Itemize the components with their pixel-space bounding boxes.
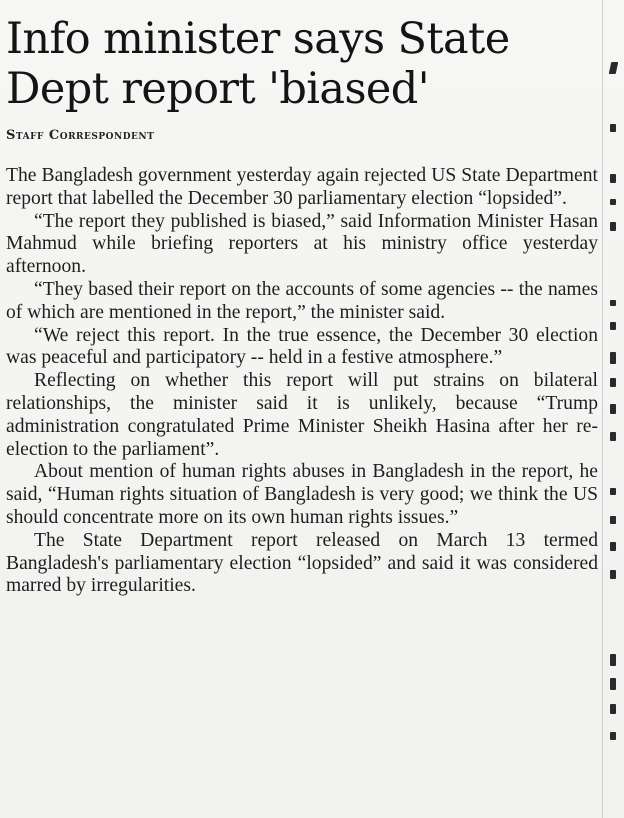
headline <box>6 14 598 114</box>
cutoff-glyph <box>610 199 616 205</box>
paragraph-2: “The report they published is biased,” said Information Minister Hasan Mahmud while briefing reporters at his ministry office yesterday afternoon. <box>6 210 598 278</box>
byline: Staff Correspondent <box>6 128 155 143</box>
cutoff-glyph <box>610 352 616 364</box>
paragraph-6: About mention of human rights abuses in Bangladesh in the report, he said, “Human rights situation of Bangladesh is very good; we think the US should concentrate more on its own human rights issues.” <box>6 461 598 528</box>
cutoff-glyph <box>610 174 616 183</box>
cutoff-glyph <box>609 62 619 74</box>
paragraph-7: The State Department report released on March 13 termed Bangladesh's parliamentary election “lopsided” and said it was considered marred by irregularities. <box>6 529 598 597</box>
paragraph-3: “They based their report on the accounts of some agencies -- the names of which are mentioned in the report,” the minister said. <box>6 278 598 323</box>
cutoff-glyph <box>610 542 616 551</box>
cutoff-glyph <box>610 378 616 387</box>
cutoff-glyph <box>610 404 616 414</box>
cutoff-glyph <box>610 570 616 579</box>
news-article <box>6 14 598 598</box>
cutoff-glyph <box>610 432 616 441</box>
cutoff-glyph <box>610 124 616 132</box>
headline-line-1: Info minister says State <box>6 14 510 64</box>
headline-line-2: Dept report 'biased' <box>6 64 429 114</box>
paragraph-1: The Bangladesh government yesterday again rejected US State Department report that labelled the December 30 parliamentary election “lopsided”. <box>6 165 598 209</box>
cutoff-glyph <box>610 300 616 306</box>
cutoff-glyph <box>610 488 616 495</box>
adjacent-column-cutoff <box>606 0 624 818</box>
cutoff-glyph <box>610 322 616 330</box>
cutoff-glyph <box>610 222 616 231</box>
column-divider <box>602 0 603 818</box>
article-body <box>6 165 598 598</box>
paragraph-5: Reflecting on whether this report will put strains on bilateral relationships, the minister said it is unlikely, because “Trump administration congratulated Prime Minister Sheikh Hasina after her re-election to the parliament”. <box>6 370 598 460</box>
cutoff-glyph <box>610 678 616 690</box>
cutoff-glyph <box>610 732 616 740</box>
cutoff-glyph <box>610 654 616 666</box>
cutoff-glyph <box>610 704 616 714</box>
cutoff-glyph <box>610 516 616 524</box>
paragraph-4: “We reject this report. In the true essence, the December 30 election was peaceful and participatory -- held in a festive atmosphere.” <box>6 324 598 369</box>
